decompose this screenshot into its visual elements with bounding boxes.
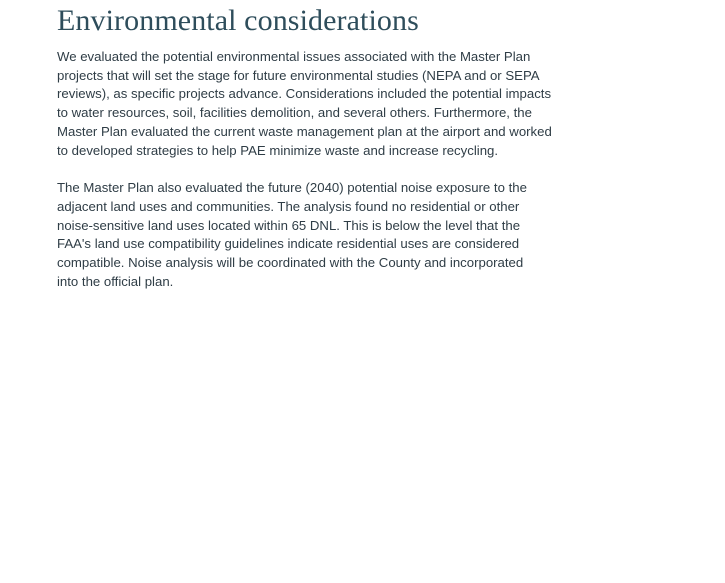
document-content [57, 0, 567, 291]
page-title: Environmental considerations [57, 4, 419, 37]
body-paragraph-2: The Master Plan also evaluated the future (2040) potential noise exposure to the adjacent land uses and communities. The analysis found no residential or other noise-sensitive land uses located within 65 DNL. This is below the level that the FAA's land use compatibility guidelines indicate residential uses are considered compatible. Noise analysis will be coordinated with the County and incorporated into the official plan. [57, 180, 527, 289]
body-paragraph-1: We evaluated the potential environmental issues associated with the Master Plan projects that will set the stage for future environmental studies (NEPA and or SEPA reviews), as specific projects advance. Considerations included the potential impacts to water resources, soil, facilities demolition, and several others. Furthermore, the Master Plan evaluated the current waste management plan at the airport and worked to developed strategies to help PAE minimize waste and increase recycling. [57, 49, 552, 158]
